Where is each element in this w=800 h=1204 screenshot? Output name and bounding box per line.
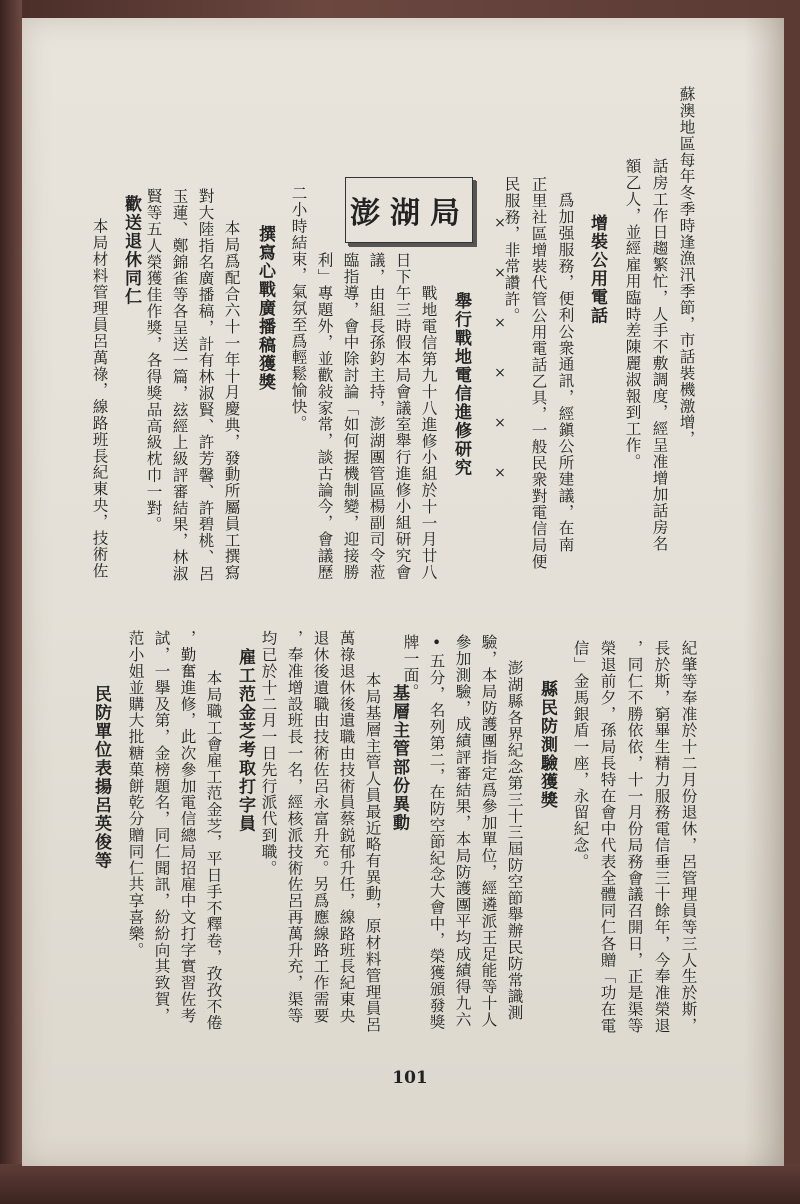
body-column: 話房工作日趨繁忙，人手不敷調度，經呈准增加話房名 [650, 158, 669, 552]
body-column: 驗，本局防護團指定爲參加單位，經遴派王足能等十人 [479, 634, 498, 1028]
body-column: 戰地電信第九十八進修小組於十一月廿八 [419, 285, 438, 581]
body-column: 本局材料管理員呂萬祿，線路班長紀東央，技術佐 [90, 218, 109, 579]
body-column: 利」專題外，並歡敍家常，談古論今，會議歷 [315, 252, 334, 580]
body-column: 蘇澳地區每年冬季時逢漁汛季節，市話裝機激增， [677, 86, 696, 447]
body-column: 本局基層主管人員最近略有異動，原材料管理員呂 [363, 672, 382, 1033]
book-cover-bottom [0, 1164, 800, 1204]
body-column: 玉蓮、鄭錦雀等各呈送一篇，玆經上級評審結果，林淑 [170, 188, 189, 582]
body-column: 均已於十二月一日先行派代到職。 [259, 630, 278, 876]
article-heading: 舉行戰地電信進修研究 [451, 292, 471, 477]
body-column: 日下午三時假本局會議室舉行進修小組研究會 [393, 252, 412, 580]
body-column: 萬祿退休後遺職由技術員蔡鋭郁升任，線路班長紀東央 [337, 630, 356, 1024]
body-column: 澎湖縣各界紀念第三十三屆防空節舉辦民防常識測 [505, 660, 524, 1021]
body-column: 本局爲配合六十一年十月慶典，發動所屬員工撰寫 [222, 220, 241, 581]
body-column: 退休後遺職由技術佐呂永富升充。另爲應線路工作需要 [311, 630, 330, 1024]
body-column: 范小姐並購大批糖菓餅乾分贈同仁共享喜樂。 [126, 630, 145, 958]
body-column: 二小時結束，氣氛至爲輕鬆愉快。 [289, 185, 308, 431]
body-column: 試，一擧及第，金榜題名，同仁聞訊，紛紛向其致賀， [152, 630, 171, 1024]
body-column: •五分，名列第二，在防空節紀念大會中，榮獲頒發獎 [427, 634, 446, 1030]
body-column: 正里社區增裝代管公用電話乙具，一般民衆對電信局便 [529, 176, 548, 570]
body-column: 額乙人，並經雇用臨時差陳麗淑報到工作。 [623, 158, 642, 470]
article-heading: 民防單位表揚呂英俊等 [91, 685, 111, 870]
body-column: 長於斯，窮畢生精力服務電信垂三十餘年，今奉准榮退 [652, 640, 671, 1034]
body-column: 信」金馬銀盾一座，永留紀念。 [571, 640, 590, 870]
body-column: 臨指導，會中除討論「如何握機制變，迎接勝 [341, 252, 360, 580]
body-column: 對大陸指名廣播稿，計有林淑賢、許芳馨、許碧桃、呂 [196, 188, 215, 582]
body-column: ，奉准增設班長一名，經核派技術佐呂再萬升充，渠等 [285, 630, 304, 1024]
body-column: 賢等五人榮獲佳作獎，各得獎品高級枕巾一對。 [144, 188, 163, 533]
page-number: 101 [392, 1068, 428, 1088]
section-title: 澎湖局 [350, 196, 470, 231]
body-column: ，同仁不勝依依，十一月份局務會議召開日，正是渠等 [625, 640, 644, 1034]
body-column: 民服務，非常讚許。 [502, 176, 521, 324]
article-heading: 基層主管部份異動 [389, 684, 409, 832]
body-column: ，勤奮進修，此次參加電信總局招雇中文打字實習佐考 [178, 630, 197, 1024]
body-column: 參加測驗，成績評審結果，本局防護團平均成績得九六 [453, 634, 472, 1028]
body-column: 本局職工會雇工范金芝，平日手不釋卷，孜孜不倦 [204, 670, 223, 1031]
body-column: 議，由組長孫鈞主持，澎湖團管區楊副司令蒞 [367, 252, 386, 580]
body-column: 牌一面。 [401, 634, 420, 700]
gutter-shadow [744, 18, 784, 1166]
body-column: 爲加强服務，便利公衆通訊，經鎭公所建議，在南 [556, 192, 575, 553]
book-spine-edge [0, 0, 22, 1204]
article-heading: 歡送退休同仁 [121, 195, 141, 306]
body-column: 紀肇等奉准於十二月份退休，呂管理員等三人生於斯， [679, 640, 698, 1034]
article-heading: 縣民防測驗獲獎 [537, 680, 557, 810]
body-column: 榮退前夕，孫局長特在會中代表全體同仁各贈「功在電 [598, 640, 617, 1034]
section-title-box [345, 177, 473, 243]
article-heading: 撰寫心戰廣播稿獲獎 [255, 225, 275, 392]
section-separator: ×××××× [492, 215, 508, 515]
article-heading: 增裝公用電話 [587, 214, 607, 325]
article-heading: 雇工范金芝考取打字員 [235, 648, 255, 833]
